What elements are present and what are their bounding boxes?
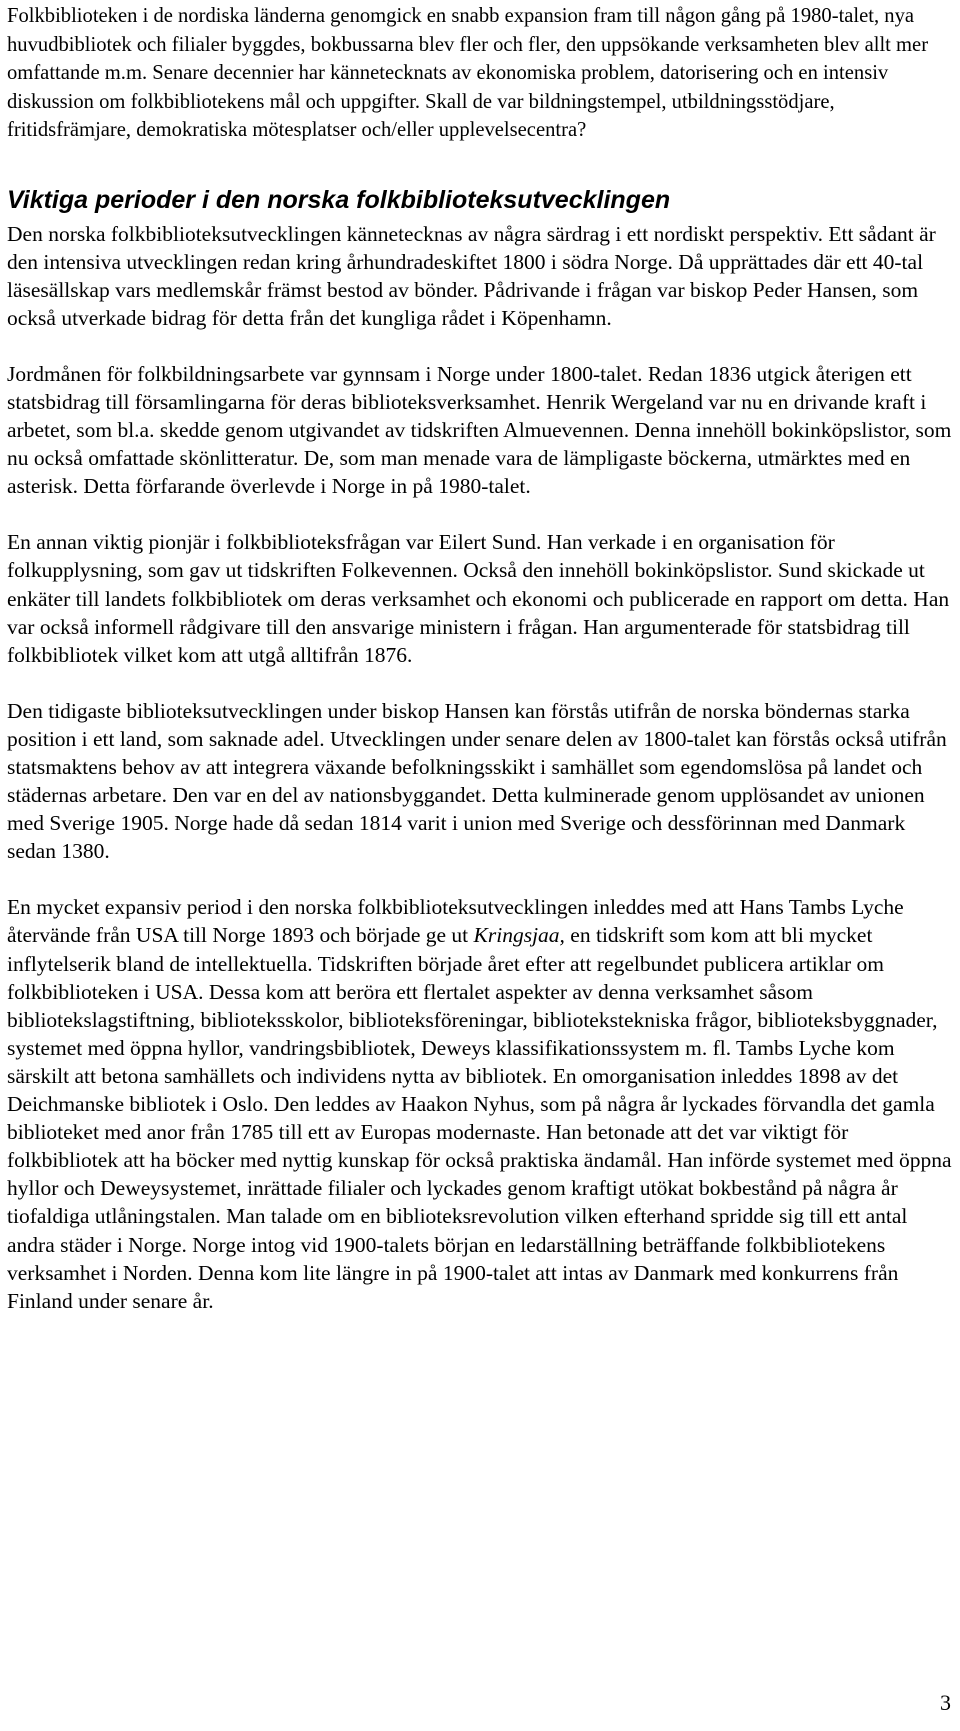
intro-paragraph: Folkbiblioteken i de nordiska länderna genomgick en snabb expansion fram till någon gång på 1980-talet, nya huvudbibliotek och filialer byggdes, bokbussarna blev fler och fler, den uppsökande verksamheten blev allt mer omfattande m.m. Senare decennier har kännetecknats av ekonomiska problem, datorisering och en intensiv diskussion om folkbibliotekens mål och uppgifter. Skall de var bildningstempel, utbildningsstödjare, fritidsfrämjare, demokratiska mötesplatser och/eller upplevelsecentra?	[7, 5, 929, 141]
paragraph-2: Jordmånen för folkbildningsarbete var gynnsam i Norge under 1800-talet. Redan 1836 utgick återigen ett statsbidrag till församlingarna för deras biblioteksverksamhet. Henrik Wergeland var nu en drivande kraft i arbetet, som bl.a. skedde genom utgivandet av tidskriften Almuevennen. Denna innehöll bokinköpslistor, som nu också omfattade skönlitteratur. De, som man menade vara de lämpligaste böckerna, utmärktes med en asterisk. Detta förfarande överlevde i Norge in på 1980-talet.	[7, 361, 952, 499]
paragraph-5-text-before: En mycket expansiv period i den norska folkbiblioteksutvecklingen inleddes med att Hans Tambs Lyche återvände från USA till Norge 1893 och började ge ut	[7, 895, 904, 948]
page-number: 3	[940, 1690, 951, 1715]
paragraph-1: Den norska folkbiblioteksutvecklingen kännetecknas av några särdrag i ett nordiskt perspektiv. Ett sådant är den intensiva utvecklingen redan kring århundradeskiftet 1800 i södra Norge. Då upprättades där ett 40-tal läsesällskap vars medlemskår främst bestod av bönder. Pådrivande i frågan var biskop Peder Hansen, som också utverkade bidrag för detta från det kungliga rådet i Köpenhamn.	[7, 221, 936, 330]
section-heading: Viktiga perioder i den norska folkbiblioteksutvecklingen	[7, 185, 671, 214]
intro-section	[7, 2, 953, 145]
paragraph-3: En annan viktig pionjär i folkbiblioteksfrågan var Eilert Sund. Han verkade i en organisation för folkupplysning, som gav ut tidskriften Folkevennen. Också den innehöll bokinköpslistor. Sund skickade ut enkäter till landets folkbibliotek om deras verksamhet och ekonomi och publicerade en rapport om detta. Han var också informell rådgivare till den ansvarige ministern i frågan. Han argumenterade för statsbidrag till folkbibliotek vilket kom att utgå alltifrån 1876.	[7, 530, 950, 667]
document-page	[7, 2, 953, 1315]
journal-title-kringsjaa: Kringsjaa,	[473, 923, 565, 948]
section-body	[7, 220, 953, 1315]
paragraph-4: Den tidigaste biblioteksutvecklingen under biskop Hansen kan förstås utifrån de norska böndernas starka position i ett land, som saknade adel. Utvecklingen under senare delen av 1800-talet kan förstås också utifrån statsmaktens behov av att integrera växande befolkningsskikt i samhället som egendomslösa på landet och städernas arbetare. Den var en del av nationsbyggandet. Detta kulminerade genom upplösandet av unionen med Sverige 1905. Norge hade då sedan 1814 varit i union med Sverige och dessförinnan med Danmark sedan 1380.	[7, 698, 947, 864]
paragraph-5-text-after: en tidskrift som kom att bli mycket inflytelserik bland de intellektuella. Tidskriften började året efter att regelbundet publicera artiklar om folkbiblioteken i USA. Dessa kom att beröra ett flertalet aspekter av denna verksamhet såsom bibliotekslagstiftning, biblioteksskolor, biblioteksföreningar, bibliotekstekniska frågor, biblioteksbyggnader, systemet med öppna hyllor, vandringsbibliotek, Deweys klassifikationssystem m. fl. Tambs Lyche kom särskilt att betona samhällets och individens nytta av bibliotek. En omorganisation inleddes 1898 av det Deichmanske bibliotek i Oslo. Den leddes av Haakon Nyhus, som på några år lyckades förvandla det gamla biblioteket med anor från 1785 till ett av Europas modernaste. Han betonade att det var viktigt för folkbibliotek att ha böcker med nyttig kunskap för också praktiska ändamål. Han införde systemet med öppna hyllor och Deweysystemet, inrättade filialer och lyckades genom kraftigt utökat bokbestånd på några år tiofaldiga utlåningstalen. Man talade om en biblioteksrevolution vilken efterhand spridde sig till ett antal andra städer i Norge. Norge intog vid 1900-talets början en ledarställning beträffande folkbibliotekens verksamhet i Norden. Denna kom lite längre in på 1900-talet att intas av Danmark med konkurrens från Finland under senare år.	[7, 923, 952, 1313]
paragraph-5	[7, 893, 953, 1314]
